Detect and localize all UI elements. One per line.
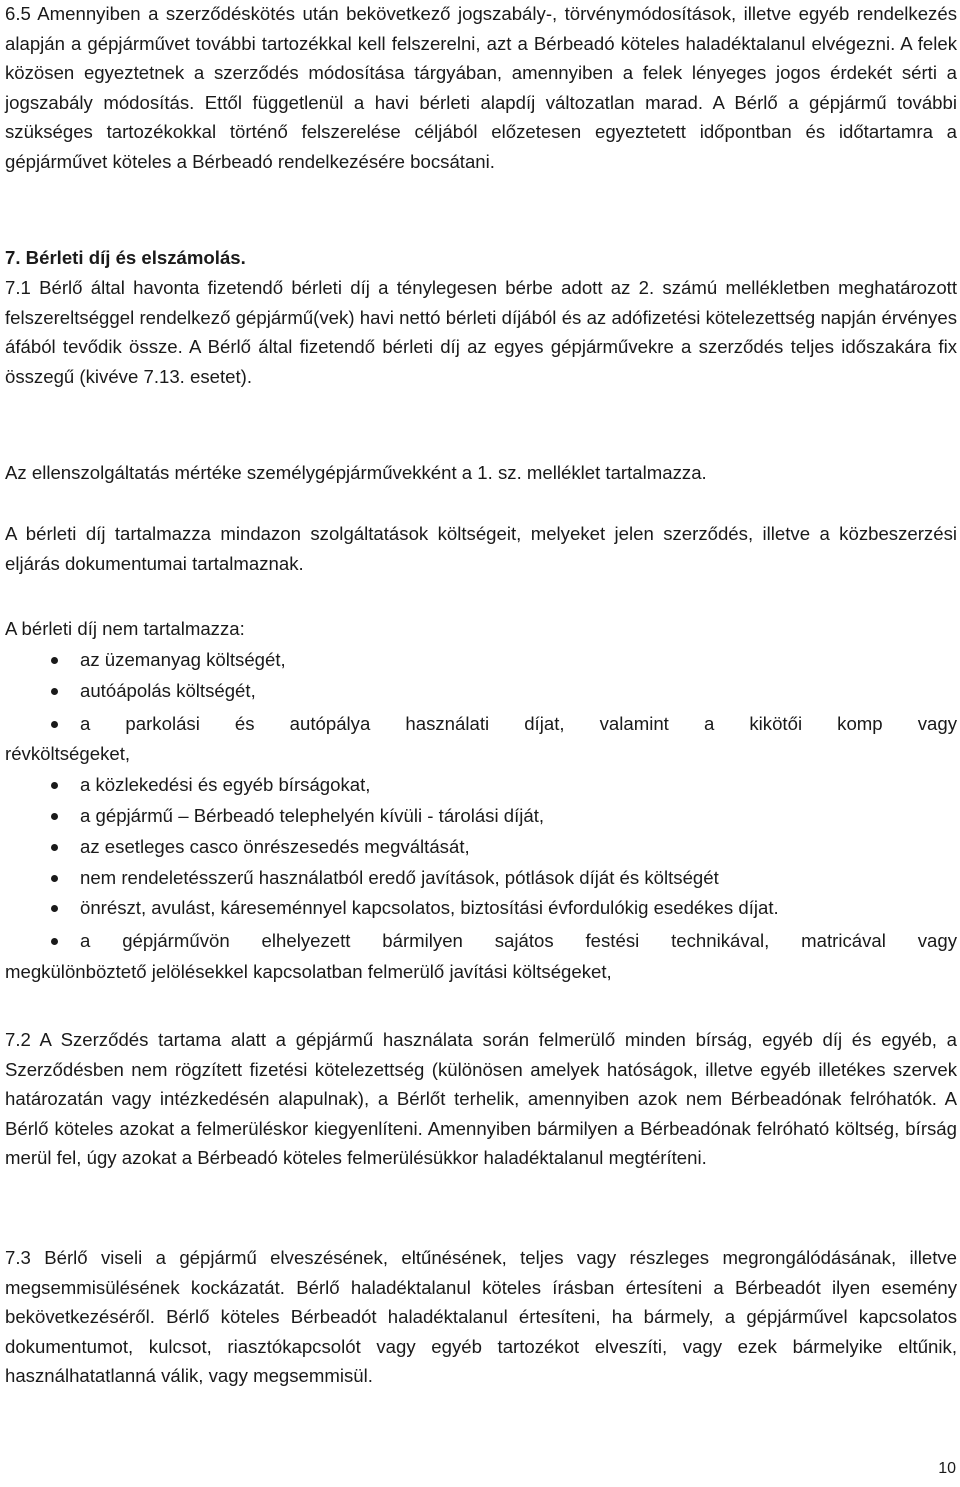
list-item: autóápolás költségét, (5, 676, 957, 707)
paragraph-7-1: 7.1 Bérlő által havonta fizetendő bérleti díj a ténylegesen bérbe adott az 2. számú mellékletben meghatározott felszereltséggel rendelkező gépjármű(vek) havi nettó bérleti díjából és az adófizetési kötelezettség napján érvényes áfából tevődik össze. A Bérlő által fizetendő bérleti díj az egyes gépjárművekre a szerződés teljes időszakára fix összegű (kivéve 7.13. esetet). (5, 277, 957, 387)
list-item: az üzemanyag költségét, (5, 645, 957, 676)
bullet-icon (51, 782, 58, 789)
list-item: az esetleges casco önrészesedés megváltását, (5, 832, 957, 863)
list-item: a parkolási és autópálya használati díjat, valamint a kikötői komp vagy révköltségeket, (5, 712, 957, 765)
bullet-icon (51, 657, 58, 664)
paragraph-tartalmazza: A bérleti díj tartalmazza mindazon szolgáltatások költségeit, melyeket jelen szerződés, illetve a közbeszerzési eljárás dokumentumai tartalmaznak. (5, 523, 957, 574)
bullet-icon (51, 721, 58, 728)
list-item: nem rendeletésszerű használatból eredő javítások, pótlások díját és költségét (5, 863, 957, 894)
paragraph-6-5: 6.5 Amennyiben a szerződéskötés után bekövetkező jogszabály-, törvénymódosítások, illetve egyéb rendelkezés alapján a gépjárművet további tartozékkal kell felszerelni, azt a Bérbeadó köteles haladéktalanul elvégezni. A felek közösen egyeztetnek a szerződés módosítása tárgyában, amennyiben a felek lényeges jogos érdekét sérti a jogszabály módosítás. Ettől függetlenül a havi bérleti alapdíj változatlan marad. A Bérlő a gépjármű további szükséges tartozékokkal történő felszerelése céljából előzetesen egyeztetett időpontban és időtartamra a gépjárművet köteles a Bérbeadó rendelkezésére bocsátani. (5, 3, 957, 172)
paragraph-7-3: 7.3 Bérlő viseli a gépjármű elveszésének, eltűnésének, teljes vagy részleges megrongálódásának, illetve megsemmisülésének kockázatát. Bérlő haladéktalanul köteles írásban értesíteni a Bérbeadót ilyen esemény bekövetkezéséről. Bérlő köteles Bérbeadót haladéktalanul értesíteni, ha bármely, a gépjárművel kapcsolatos dokumentumot, kulcsot, riasztókapcsolót vagy egyéb tartozékot elveszíti, vagy ezek bármelyike eltűnik, használhatatlanná válik, vagy megsemmisül. (5, 1247, 957, 1387)
bullet-icon (51, 875, 58, 882)
bullet-icon (51, 813, 58, 820)
list-item: a közlekedési és egyéb bírságokat, (5, 770, 957, 801)
list-item: önrészt, avulást, káreseménnyel kapcsolatos, biztosítási évfordulókig esedékes díjat. (5, 893, 957, 924)
paragraph-nem-tartalmazza: A bérleti díj nem tartalmazza: (5, 618, 245, 639)
bullet-icon (51, 905, 58, 912)
list-item: a gépjármű – Bérbeadó telephelyén kívüli - tárolási díját, (5, 801, 957, 832)
paragraph-ellenszolgaltatas: Az ellenszolgáltatás mértéke személygépjárművekként a 1. sz. melléklet tartalmazza. (5, 462, 707, 483)
list-item: a gépjárművön elhelyezett bármilyen sajátos festési technikával, matricával vagy megkülönböztető jelölésekkel kapcsolatban felmerülő javítási költségeket, (5, 930, 957, 982)
page-number: 10 (938, 1460, 956, 1477)
excluded-costs-list (5, 645, 957, 988)
bullet-icon (51, 688, 58, 695)
bullet-icon (51, 844, 58, 851)
heading-7: 7. Bérleti díj és elszámolás. (5, 247, 246, 268)
paragraph-7-2: 7.2 A Szerződés tartama alatt a gépjármű használata során felmerülő minden bírság, egyéb díj és egyéb, a Szerződésben nem rögzített fizetési kötelezettség (különösen amelyek hatóságok, illetve egyéb illetékes szervek határozatán vagy intézkedésén alapulnak), a Bérlőt terhelik, amennyiben azok nem Bérbeadónak felróhatók. A Bérlő köteles azokat a felmerüléskor kiegyenlíteni. Amennyiben bármilyen a Bérbeadónak felróható költség, bírság merül fel, úgy azokat a Bérbeadó köteles felmerülésükkor haladéktalanul megtéríteni. (5, 1029, 957, 1169)
